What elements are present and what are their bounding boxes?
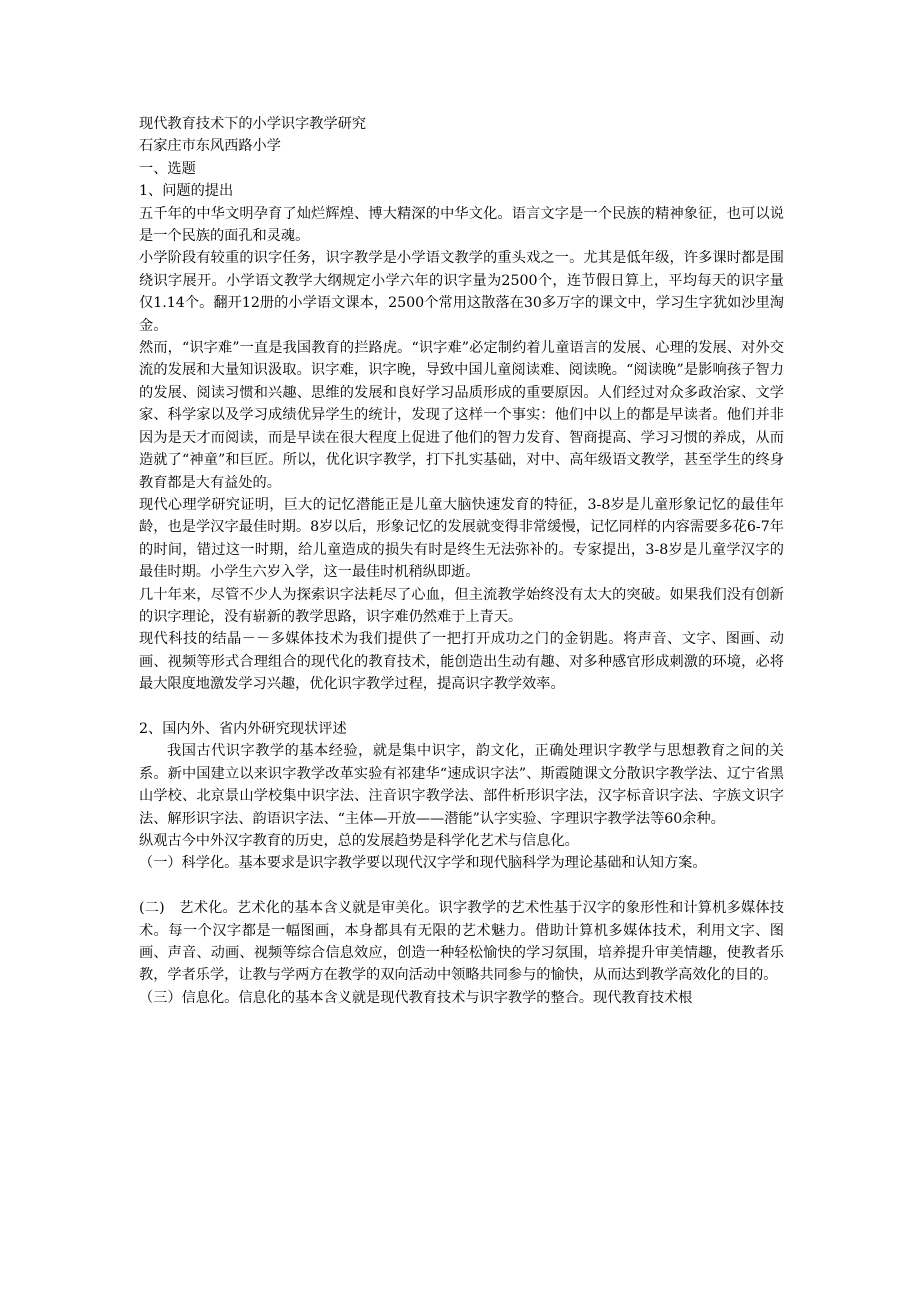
paragraph: 几十年来，尽管不少人为探索识字法耗尽了心血，但主流教学始终没有太大的突破。如果我们没有创新的识字理论，没有崭新的教学思路，识字难仍然难于上青天。	[139, 586, 784, 625]
paragraph: 然而，“识字难”一直是我国教育的拦路虎。“识字难”必定制约着儿童语言的发展、心理的发展、对外交流的发展和大量知识汲取。识字难，识字晚，导致中国儿童阅读难、阅读晚。“阅读晚”是影响孩子智力的发展、阅读习惯和兴趣、思维的发展和良好学习品质形成的重要原因。人们经过对众多政治家、文学家、科学家以及学习成绩优异学生的统计，发现了这样一个事实：他们中以上的都是早读者。他们并非因为是天才而阅读，而是早读在很大程度上促进了他们的智力发育、智商提高、学习习惯的养成，从而造就了“神童”和巨匠。所以，优化识字教学，打下扎实基础，对中、高年级语文教学，甚至学生的终身教育都是大有益处的。	[139, 340, 784, 491]
subsection-heading: 1、问题的提出	[139, 183, 234, 200]
paragraph: (二) 艺术化。艺术化的基本含义就是审美化。识字教学的艺术性基于汉字的象形性和计算机多媒体技术。每一个汉字都是一幅图画，本身都具有无限的艺术魅力。借助计算机多媒体技术，利用文字、图画、声音、动画、视频等综合信息效应，创造一种轻松愉快的学习氛围，培养提升审美情趣，使教者乐教，学者乐学，让教与学两方在教学的双向活动中领略共同参与的愉快，从而达到教学高效化的目的。	[139, 900, 784, 984]
document-title: 现代教育技术下的小学识字教学研究	[139, 116, 367, 132]
section-heading: 一、选题	[139, 160, 196, 177]
paragraph: （一）科学化。基本要求是识字教学要以现代汉字学和现代脑科学为理论基础和认知方案。	[139, 855, 707, 872]
school-name: 石家庄市东风西路小学	[139, 138, 281, 155]
document-page	[139, 113, 784, 1009]
paragraph: （三）信息化。信息化的基本含义就是现代教育技术与识字教学的整合。现代教育技术根	[139, 989, 693, 1006]
paragraph: 小学阶段有较重的识字任务，识字教学是小学语文教学的重头戏之一。尤其是低年级，许多课时都是围绕识字展开。小学语文教学大纲规定小学六年的识字量为2500个，连节假日算上，平均每天的识字量仅1.14个。翻开12册的小学语文课本，2500个常用这散落在30多万字的课文中，学习生字犹如沙里淘金。	[139, 250, 784, 334]
paragraph: 纵观古今中外汉字教育的历史，总的发展趋势是科学化艺术与信息化。	[139, 832, 579, 849]
paragraph: 五千年的中华文明孕育了灿烂辉煌、博大精深的中华文化。语言文字是一个民族的精神象征，也可以说是一个民族的面孔和灵魂。	[139, 205, 784, 245]
paragraph: 我国古代识字教学的基本经验，就是集中识字，韵文化，正确处理识字教学与思想教育之间的关系。新中国建立以来识字教学改革实验有祁建华“速成识字法”、斯霞随课文分散识字教学法、辽宁省黑山学校、北京景山学校集中识字法、注音识字教学法、部件析形识字法，汉字标音识字法、字族文识字法、解形识字法、韵语识字法、“主体—开放——潜能”认字实验、字理识字教学法等60余种。	[139, 743, 784, 827]
paragraph: 现代科技的结晶－－多媒体技术为我们提供了一把打开成功之门的金钥匙。将声音、文字、图画、动画、视频等形式合理组合的现代化的教育技术，能创造出生动有趣、对多种感官形成刺激的环境，必将最大限度地激发学习兴趣，优化识字教学过程，提高识字教学效率。	[139, 631, 784, 693]
subsection-heading: 2、国内外、省内外研究现状评述	[139, 720, 347, 737]
paragraph: 现代心理学研究证明，巨大的记忆潜能正是儿童大脑快速发育的特征，3-8岁是儿童形象记忆的最佳年龄，也是学汉字最佳时期。8岁以后，形象记忆的发展就变得非常缓慢，记忆同样的内容需要多花6-7年的时间，错过这一时期，给儿童造成的损失有时是终生无法弥补的。专家提出，3-8岁是儿童学汉字的最佳时期。小学生六岁入学，这一最佳时机稍纵即逝。	[139, 496, 784, 581]
blank-line	[139, 875, 784, 897]
blank-line	[139, 696, 784, 718]
